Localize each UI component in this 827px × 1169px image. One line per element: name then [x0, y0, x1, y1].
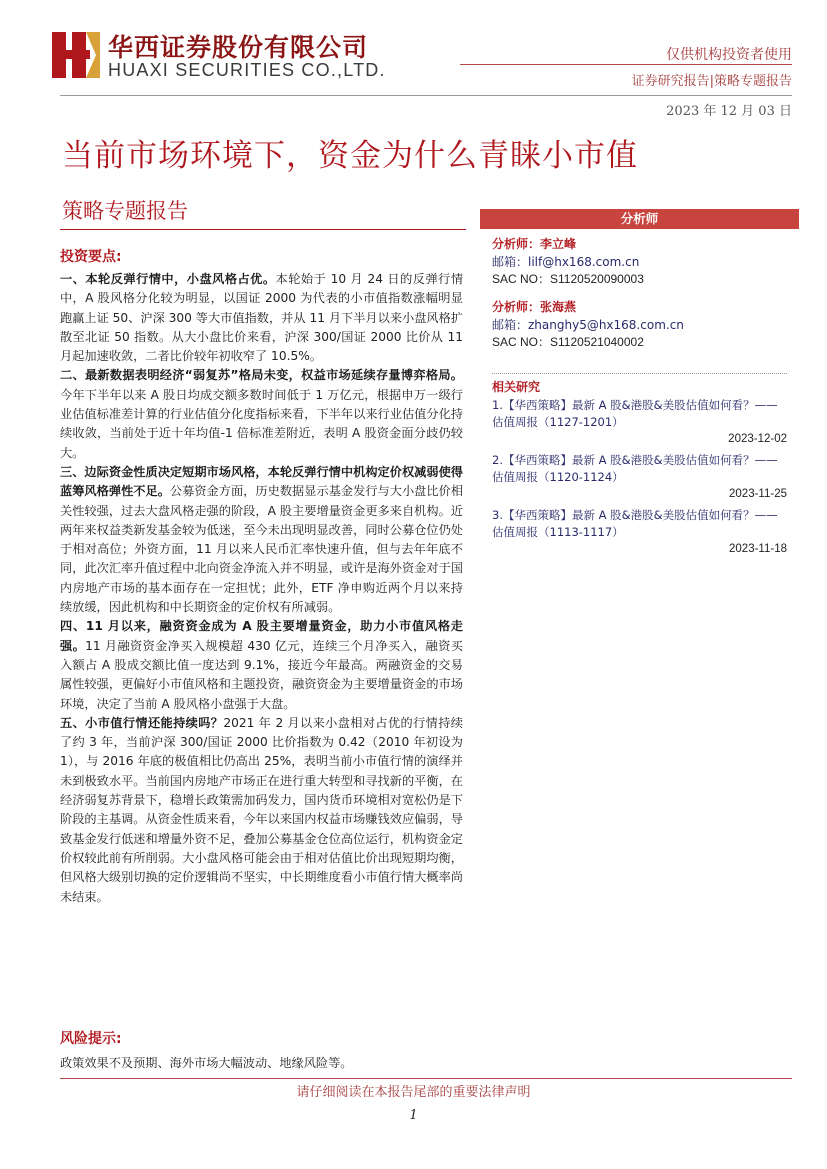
footer-disclaimer: 请仔细阅读在本报告尾部的重要法律声明: [296, 1085, 531, 1100]
related-item-link[interactable]: 1.【华西策略】最新 A 股&港股&美股估值如何看？——估值周报（1127-1201）: [492, 398, 778, 429]
analyst-sac-number: SAC NO：S1120521040002: [492, 335, 644, 349]
key-point-text: 11 月融资资金净买入规模超 430 亿元，连续三个月净买入，融资买入额占 A 股成交额比值一度达到 9.1%，接近今年最高。两融资金的交易属性较强，更偏好小市值风格和主题投资，融资资金为主要增量资金的市场环境，决定了当前 A 股风格小盘强于大盘。: [60, 638, 463, 711]
analyst-email[interactable]: 邮箱：zhanghy5@hx168.com.cn: [492, 318, 684, 332]
risk-section: [60, 1028, 463, 1073]
sidebar: [480, 209, 799, 562]
header-divider: [460, 64, 792, 65]
company-name-en: HUAXI SECURITIES CO.,LTD.: [108, 60, 386, 80]
key-points-body: [60, 270, 463, 907]
audience-note: 仅供机构投资者使用: [666, 47, 792, 63]
analyst-card: [492, 298, 787, 351]
key-point-paragraph: [60, 463, 463, 617]
related-item-link[interactable]: 2.【华西策略】最新 A 股&港股&美股估值如何看？——估值周报（1120-1124）: [492, 453, 778, 484]
report-date: 2023 年 12 月 03 日: [666, 104, 792, 119]
key-point-lead: 四、11 月以来，融资资金成为 A 股主要增量资金，助力小市值风格走强。: [60, 619, 463, 653]
risk-text: 政策效果不及预期、海外市场大幅波动、地缘风险等。: [60, 1056, 353, 1070]
analyst-email[interactable]: 邮箱：lilf@hx168.com.cn: [492, 255, 640, 269]
analyst-label: 分析师：: [492, 300, 541, 314]
key-point-paragraph: [60, 366, 463, 462]
key-point-lead: 一、本轮反弹行情中，小盘风格占优。: [60, 272, 276, 286]
key-points-heading: 投资要点:: [60, 249, 122, 265]
key-point-text: 今年下半年以来 A 股日均成交额多数时间低于 1 万亿元，根据申万一级行业估值标准差计算的行业估值分化度指标来看，下半年以来行业估值分化持续收敛，当前处于近十年均值-1 倍标准差附近，表明 A 股资金面分歧仍较大。: [60, 387, 463, 460]
report-title: 当前市场环境下，资金为什么青睐小市值: [62, 138, 638, 174]
report-category: 证券研究报告|策略专题报告: [631, 74, 792, 89]
analyst-card: [492, 235, 787, 288]
analyst-name-row: [492, 235, 787, 254]
related-heading: 相关研究: [492, 380, 541, 394]
analyst-name: 张海燕: [540, 300, 577, 314]
analyst-label: 分析师：: [492, 237, 541, 251]
footer-divider: [60, 1078, 792, 1079]
related-item-date: 2023-11-18: [729, 543, 787, 555]
analyst-sac-number: SAC NO：S1120520090003: [492, 272, 644, 286]
company-logo-icon: [52, 30, 100, 80]
risk-heading: 风险提示:: [60, 1031, 122, 1047]
key-point-text: 本轮始于 10 月 24 日的反弹行情中，A 股风格分化较为明显，以国证 2000 为代表的小市值指数涨幅明显跑赢上证 50、沪深 300 等大市值指数，并从 11 月下半月以来小盘风格扩散至北证 50 指数。从大小盘比价来看，沪深 300/国证 2000 比价从 11 月起加速收敛，二者比价较年初收窄了 10.5%。: [60, 272, 464, 364]
key-point-text: 2021 年 2 月以来小盘相对占优的行情持续了约 3 年，当前沪深 300/国证 2000 比价指数为 0.42（2010 年初设为 1），与 2016 年底的极值相比仍高出 25%，表明当前小市值行情的演绎并未到极致水平。当前国内房地产市场正在进行重大转型和寻找新的平衡，在经济弱复苏背景下，稳增长政策需加码发力，国内货币环境相对宽松仍是下阶段的主基调。从资金性质来看，今年以来国内权益市场赚钱效应偏弱，导致基金发行低迷和增量外资不足，叠加公募基金仓位高位运行，机构资金定价权较此前有所削弱。大小盘风格可能会由于相对估值比价出现短期均衡，但风格大级别切换的定价逻辑尚不坚实，中长期维度看小市值行情大概率尚未结束。: [60, 715, 463, 904]
page-number: 1: [409, 1108, 418, 1123]
key-points-section: [60, 246, 463, 907]
related-research: [480, 374, 799, 558]
key-point-paragraph: [60, 714, 463, 907]
related-item-date: 2023-12-02: [728, 433, 787, 445]
key-point-lead: 二、最新数据表明经济“弱复苏”格局未变，权益市场延续存量博弈格局。: [60, 368, 463, 383]
key-point-lead: 五、小市值行情还能持续吗？: [60, 715, 224, 730]
analyst-name: 李立峰: [540, 237, 577, 251]
company-name-cn: 华西证券股份有限公司: [108, 33, 369, 62]
report-type-divider: [60, 229, 466, 230]
report-type: 策略专题报告: [62, 199, 188, 223]
analyst-bar-title: 分析师: [480, 209, 799, 229]
related-item-link[interactable]: 3.【华西策略】最新 A 股&港股&美股估值如何看？——估值周报（1113-1117）: [492, 508, 778, 539]
analyst-box: [480, 229, 799, 371]
key-point-paragraph: [60, 617, 463, 713]
analyst-name-row: [492, 298, 787, 317]
key-point-lead: 三、边际资金性质决定短期市场风格，本轮反弹行情中机构定价权减弱使得蓝筹风格弹性不足。: [60, 464, 463, 499]
key-point-text: 公募资金方面，历史数据显示基金发行与大小盘比价相关性较强，过去大盘风格走强的阶段，A 股主要增量资金更多来自机构。近两年来权益类新发基金较为低迷，至今未出现明显改善，同时公募仓位仍处于相对高位；外资方面，11 月以来人民币汇率快速升值，但与去年年底不同，此次汇率升值过程中北向资金净流入并不明显，或许是海外资金对于国内房地产市场的基本面存在一定担忧；此外，ETF 净申购近两个月以来持续放缓，因此机构和中长期资金的定价权有所减弱。: [60, 484, 464, 615]
key-point-paragraph: [60, 270, 463, 366]
date-divider: [60, 95, 792, 96]
related-item-date: 2023-11-25: [729, 488, 787, 500]
